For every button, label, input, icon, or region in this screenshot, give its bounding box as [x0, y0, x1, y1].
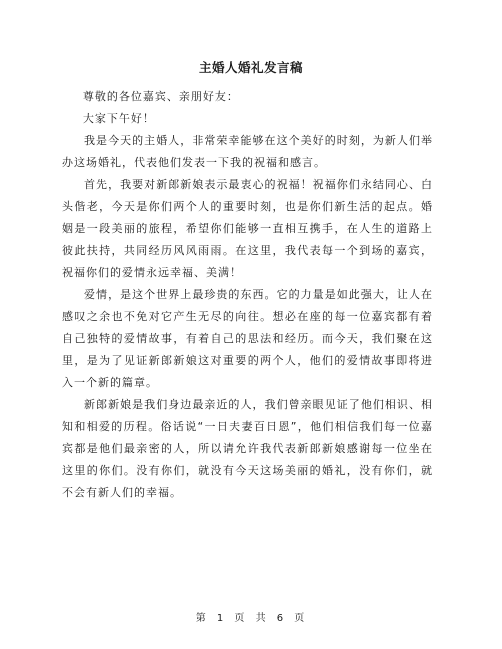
body-paragraph: 新郎新娘是我们身边最亲近的人，我们曾亲眼见证了他们相识、相知和相爱的历程。俗话说“一日夫妻百日恩”，他们相信我们每一位嘉宾都是他们最亲密的人，所以请允许我代表新郎新娘感谢每一位坐在这里的你们。没有你们，就没有今天这场美丽的婚礼，没有你们，就不会有新人们的幸福。: [62, 398, 433, 499]
document-body: [62, 86, 433, 504]
document-title: 主婚人婚礼发言稿: [198, 60, 303, 75]
body-paragraph: 首先，我要对新郎新娘表示最衷心的祝福！祝福你们永结同心、白头偕老，今天是你们两个人的重要时刻，也是你们新生活的起点。婚姻是一段美丽的旅程，希望你们能够一直相互携手，在人生的道路上彼此扶持，共同经历风风雨雨。在这里，我代表每一个到场的嘉宾，祝福你们的爱情永远幸福、美满！: [62, 178, 433, 279]
body-paragraph: 我是今天的主婚人，非常荣幸能够在这个美好的时刻，为新人们举办这场婚礼，代表他们发表一下我的祝福和感言。: [62, 134, 433, 169]
body-paragraph: 爱情，是这个世界上最珍贵的东西。它的力量是如此强大，让人在感叹之余也不免对它产生无尽的向往。想必在座的每一位嘉宾都有着自己独特的爱情故事，有着自己的思法和经历。而今天，我们聚在这里，是为了见证新郎新娘这对重要的两个人，他们的爱情故事即将进入一个新的篇章。: [62, 288, 433, 389]
salutation-paragraph: 尊敬的各位嘉宾、亲朋好友：: [82, 90, 239, 103]
page-footer: 第 1 页 共 6 页: [195, 613, 307, 624]
greeting-paragraph: 大家下午好！: [82, 112, 155, 125]
